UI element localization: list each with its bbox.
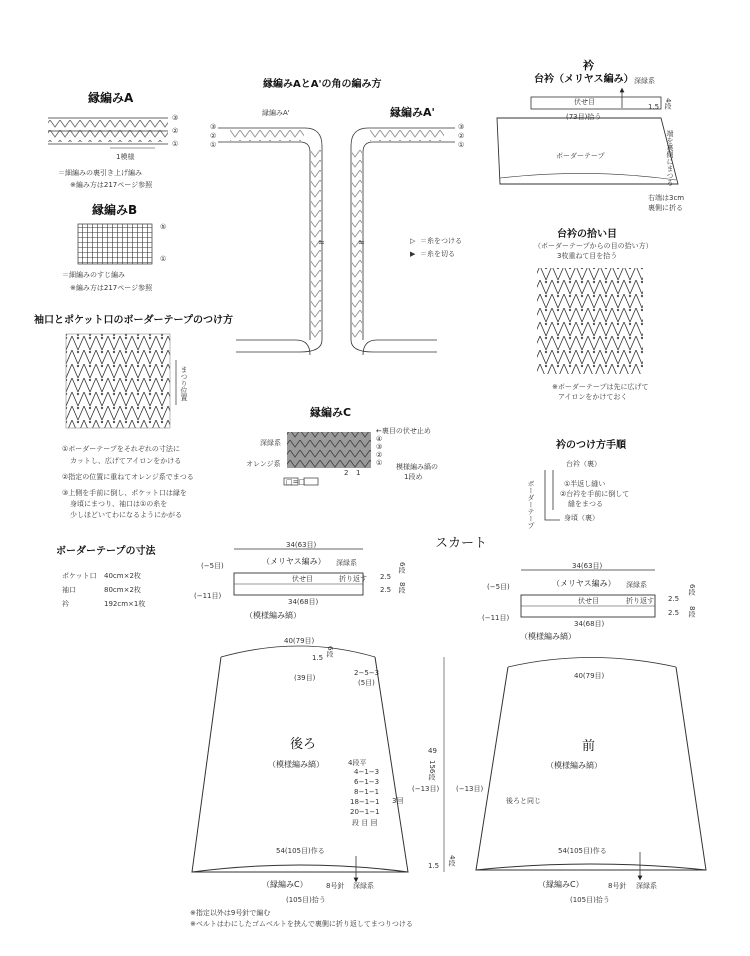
back-dec-times: 3回 — [392, 797, 404, 805]
front-waist-label: （メリヤス編み） — [552, 579, 616, 588]
edge-b-row1: ① — [160, 255, 167, 263]
edge-c-back-bind: ←裏目の伏せ止め — [376, 427, 431, 435]
collar-corner-note2: 裏側に折る — [648, 204, 683, 212]
back-pattern-top: （模様編み縞） — [245, 611, 301, 620]
front-same-as-back: 後ろと同じ — [506, 797, 541, 805]
front-left-dim-bottom: (−11目) — [482, 614, 510, 622]
back-dec-note2: (5目) — [358, 679, 375, 687]
front-bind-off: 伏せ目 — [578, 597, 599, 605]
tape-row2-value: 80cm×2枚 — [104, 586, 141, 594]
back-left-dim-bottom: (−11目) — [194, 592, 222, 600]
edge-c-row2: ② — [376, 451, 383, 459]
tape-row2-name: 袖口 — [62, 586, 76, 594]
corner-legend-attach: ＝糸をつける — [420, 237, 462, 245]
svg-text:≈: ≈ — [318, 238, 325, 247]
edge-b-legend2: ※編み方は217ページ参照 — [70, 284, 153, 292]
corner-row2-right: ② — [458, 132, 465, 140]
back-left-dim-top: (−5目) — [201, 562, 224, 570]
collar-color: 深緑系 — [634, 77, 655, 85]
edge-c-num1: 1 — [356, 469, 361, 477]
cuff-note3a: ③上側を手前に倒し、ポケット口は縁を — [62, 489, 187, 497]
corner-row2-left: ② — [210, 132, 217, 140]
back-top-width: 34(63目) — [286, 541, 317, 549]
back-bind-off: 伏せ目 — [292, 575, 313, 583]
footnote-2: ※ベルトはわにしたゴムベルトを挟んで裏側に折り返してまつりつける — [190, 920, 413, 928]
cuff-title: 袖口とポケット口のボーダーテープのつけ方 — [34, 315, 233, 326]
back-length-rows: 156段 — [428, 760, 436, 781]
front-hem-start: 54(105目)作る — [558, 847, 607, 855]
edge-a-legend1: ＝細編みの裏引き上げ編み — [58, 169, 142, 177]
front-dim2: 2.5 — [668, 609, 680, 617]
back-rows1: 6段 — [398, 562, 406, 574]
corner-legend-cut-icon: ▶ — [410, 250, 416, 258]
back-hip-rows: 6段 — [326, 646, 334, 658]
corner-legend-attach-icon: ▷ — [410, 237, 416, 245]
back-name: 後ろ — [290, 737, 317, 752]
collar-dim-rows: 4段 — [664, 98, 672, 110]
back-rows2: 8段 — [398, 582, 406, 594]
back-dec-row6: 段 目 回 — [352, 819, 378, 827]
back-fold: 折り返す — [339, 575, 367, 583]
tape-row3-value: 192cm×1枚 — [104, 600, 146, 608]
back-hip-width: 40(79目) — [284, 637, 315, 645]
back-dim1: 2.5 — [380, 573, 392, 581]
edge-c-row3: ③ — [376, 443, 383, 451]
edge-c-symbol: □=□ — [286, 478, 306, 486]
back-side-dim: (−13目) — [412, 785, 440, 793]
tape-sizes-title: ボーダーテープの寸法 — [56, 546, 156, 557]
footnote-1: ※指定以外は9号針で編む — [190, 909, 271, 917]
front-side-dim: (−13目) — [456, 785, 484, 793]
edge-c-row1: ① — [376, 459, 383, 467]
corner-label-left: 縁編みA' — [262, 109, 290, 117]
edge-a-title: 縁編みA — [88, 91, 134, 105]
edge-a-chart — [48, 118, 168, 148]
back-hem-pick: (105目)拾う — [286, 896, 326, 904]
collar-attach-step2a: ②台衿を手前に倒して — [560, 490, 630, 498]
front-rows1: 6段 — [688, 584, 696, 596]
back-hem-start: 54(105目)作る — [276, 847, 325, 855]
cuff-note3c: 少しほどいてわになるようにかがる — [70, 511, 182, 519]
collar-attach-title: 衿のつけ方手順 — [556, 440, 626, 451]
collar-attach-stand-back: 台衿（裏） — [566, 460, 601, 468]
collar-corner-note1: 右端は3cm — [648, 194, 685, 202]
collar-pick-up: (73目)拾う — [566, 113, 602, 121]
svg-text:≈: ≈ — [358, 238, 365, 247]
corner-title: 縁編みAとA'の角の編み方 — [263, 79, 382, 90]
front-needle: 8号針 — [608, 882, 627, 890]
back-dec-row3: 8−1−1 — [354, 788, 380, 796]
edge-c-orange: オレンジ系 — [246, 460, 281, 468]
edge-a-legend2: ※編み方は217ページ参照 — [70, 181, 153, 189]
corner-row3-left: ③ — [210, 123, 217, 131]
collar-pickup-title: 台衿の拾い目 — [557, 229, 617, 240]
tape-row1-name: ポケット口 — [62, 572, 97, 580]
cuff-note1b: カットし、広げてアイロンをかける — [70, 457, 182, 465]
corner-label-right: 縁編みA' — [390, 106, 435, 119]
front-hem-pick: (105目)拾う — [570, 896, 610, 904]
collar-pickup-note1: ※ボーダーテープは先に広げて — [552, 383, 649, 391]
front-pattern: （模様編み縞） — [546, 761, 602, 770]
edge-b-row5: ⑤ — [160, 223, 167, 231]
front-rows2: 8段 — [688, 606, 696, 618]
edge-a-repeat: 1模様 — [116, 153, 135, 161]
back-dec-row1: 4−1−3 — [354, 768, 380, 776]
edge-c-deep: 深緑系 — [260, 439, 281, 447]
back-inner-sts: (39目) — [294, 674, 316, 682]
front-top-width: 34(63目) — [572, 562, 603, 570]
back-waist-label: （メリヤス編み） — [262, 557, 326, 566]
collar-sub: 台衿（メリヤス編み） — [534, 74, 634, 85]
tape-row3-name: 衿 — [62, 600, 69, 608]
collar-tape: ボーダーテープ — [556, 152, 605, 160]
edge-c-title: 縁編みC — [310, 406, 352, 419]
collar-attach-tape: ボーダーテープ — [527, 480, 535, 529]
back-hem-dim: 1.5 — [428, 862, 440, 870]
front-edge-label: （縁編みC） — [538, 880, 584, 889]
skirt-title: スカート — [435, 536, 488, 551]
back-dec-row0: 4段平 — [348, 759, 367, 767]
edge-c-row4: ④ — [376, 435, 383, 443]
edge-c-num2: 2 — [344, 469, 349, 477]
collar-attach-body-back: 身頃（裏） — [564, 514, 599, 522]
front-hip-width: 40(79目) — [574, 672, 605, 680]
collar-title: 衿 — [583, 59, 594, 72]
collar-pickup-sub2: 3枚重ねて目を拾う — [557, 252, 618, 260]
edge-a-row3: ③ — [172, 114, 179, 122]
back-waist-color: 深緑系 — [336, 559, 357, 567]
edge-b-chart — [78, 224, 152, 264]
collar-bind-off: 伏せ目 — [574, 98, 595, 106]
collar-pickup-note2: アイロンをかけておく — [558, 393, 628, 401]
collar-attach-diagram — [545, 470, 560, 520]
tape-row1-value: 40cm×2枚 — [104, 572, 141, 580]
front-waist-color: 深緑系 — [626, 581, 647, 589]
cuff-note1a: ①ボーダーテープをそれぞれの寸法に — [62, 445, 180, 453]
back-hem-rows: 4段 — [448, 855, 456, 867]
back-hip-dim: 1.5 — [312, 654, 324, 662]
edge-a-row2: ② — [172, 127, 179, 135]
edge-b-title: 縁編みB — [92, 203, 138, 217]
collar-attach-step1: ①半返し縫い — [564, 480, 606, 488]
corner-row1-right: ① — [458, 141, 465, 149]
back-needle: 8号針 — [326, 882, 345, 890]
front-pattern-top: （模様編み縞） — [520, 632, 576, 641]
collar-pickup-sub1: （ボーダーテープからの目の拾い方） — [534, 242, 653, 250]
edge-c-pattern-note1: 模様編み縞の — [396, 463, 438, 471]
cuff-side-label: まつり位置 — [180, 366, 188, 401]
back-edge-label: （縁編みC） — [262, 880, 308, 889]
collar-attach-step2b: 縫をまつる — [568, 500, 603, 508]
front-fold: 折り返す — [626, 597, 654, 605]
front-left-dim-top: (−5目) — [487, 583, 510, 591]
cuff-tape-diagram — [66, 334, 176, 428]
back-dec-row2: 6−1−3 — [354, 778, 380, 786]
front-dim1: 2.5 — [668, 595, 680, 603]
edge-c-pattern-note2: 1段め — [404, 473, 423, 481]
back-dec-row4: 18−1−1 — [350, 798, 380, 806]
corner-legend-cut: ＝糸を切る — [420, 250, 455, 258]
back-dec-row5: 20−1−1 — [350, 808, 380, 816]
back-dim2: 2.5 — [380, 586, 392, 594]
back-waist-bottom: 34(68目) — [288, 598, 319, 606]
edge-a-row1: ① — [172, 140, 179, 148]
cuff-note3b: 身頃にまつり、袖口は①の糸を — [70, 500, 168, 508]
back-edge-color: 深緑系 — [353, 882, 374, 890]
front-name: 前 — [582, 739, 596, 754]
cuff-note2: ②指定の位置に重ねてオレンジ系でまつる — [62, 473, 194, 481]
collar-side-note: 端を裏側にまつる — [666, 130, 674, 186]
collar-pickup-diagram — [537, 268, 643, 374]
collar-dim: 1.5 — [648, 103, 660, 111]
edge-b-legend1: ＝細編みのすじ編み — [62, 271, 125, 279]
front-waist-bottom: 34(68目) — [574, 620, 605, 628]
corner-row3-right: ③ — [458, 123, 465, 131]
back-dec-note: 2−5−3 — [354, 669, 380, 677]
corner-row1-left: ① — [210, 141, 217, 149]
back-length: 49 — [428, 747, 437, 755]
back-pattern: （模様編み縞） — [268, 760, 324, 769]
front-edge-color: 深緑系 — [636, 882, 657, 890]
